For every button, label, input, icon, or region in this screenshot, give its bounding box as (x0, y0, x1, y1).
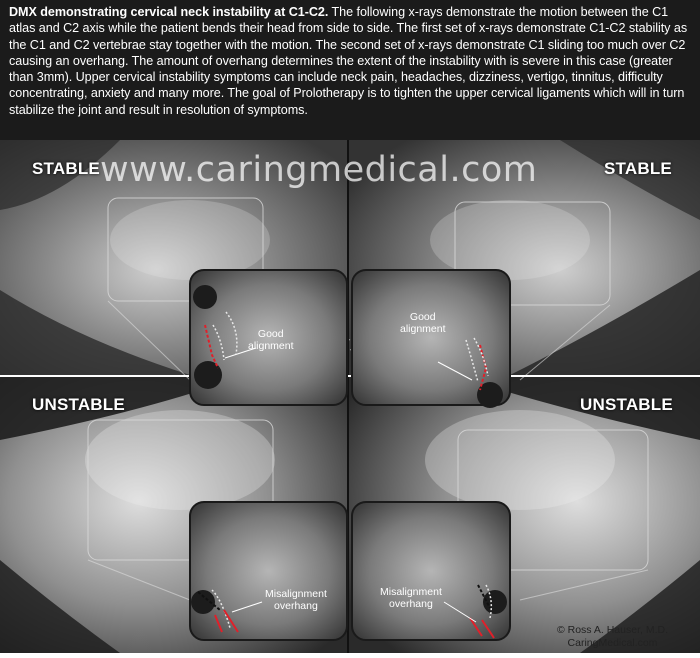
label-unstable-right: UNSTABLE (580, 395, 673, 414)
inset-unstable-left (190, 502, 347, 640)
callout-line: Misalignment (265, 588, 327, 600)
inset-stable-right (352, 270, 510, 408)
caption-text (9, 4, 693, 118)
callout-line: Good (409, 311, 436, 323)
callout-line: Good (257, 328, 284, 340)
credit-site: CaringMedical.com (567, 637, 658, 649)
copyright-credit (557, 624, 668, 650)
callout-line: Misalignment (380, 586, 442, 598)
label-stable-left: STABLE (32, 159, 100, 178)
watermark: www.caringmedical.com (100, 150, 538, 190)
caption-title: DMX demonstrating cervical neck instability at C1-C2. (9, 5, 329, 19)
caption-header (0, 0, 700, 140)
label-stable-right: STABLE (604, 159, 672, 178)
callout-line: overhang (389, 598, 433, 610)
callout-line: alignment (248, 340, 294, 352)
callout-line: overhang (274, 600, 318, 612)
callout-good-alignment-right (400, 311, 446, 335)
callout-misalignment-left (265, 588, 327, 612)
xray-figure (0, 140, 700, 653)
caption-body: The following x-rays demonstrate the motion between the C1 atlas and C2 axis while the patient bends their head from side to side. The first set of x-rays demonstrate C1-C2 stability as the C1 and C2 vertebrae stay together with the motion. The second set of x-rays demonstrate C1 sliding too much over C2 causing an overhang. The amount of overhang determines the extent of the instability with is severe in this case (greater than 3mm). Upper cervical instability symptoms can include neck pain, headaches, dizziness, vertigo, tinnitus, difficulty concentrating, anxiety and many more. The goal of Prolotherapy is to tighten the upper cervical ligaments which will in turn stabilize the joint and result in resolution of symptoms. (9, 5, 688, 117)
credit-author: © Ross A. Hauser, M.D. (556, 624, 668, 636)
label-unstable-left: UNSTABLE (32, 395, 125, 414)
callout-misalignment-right (380, 586, 442, 610)
inset-unstable-right (352, 502, 510, 640)
callout-good-alignment-left (248, 328, 294, 352)
callout-line: alignment (400, 323, 446, 335)
